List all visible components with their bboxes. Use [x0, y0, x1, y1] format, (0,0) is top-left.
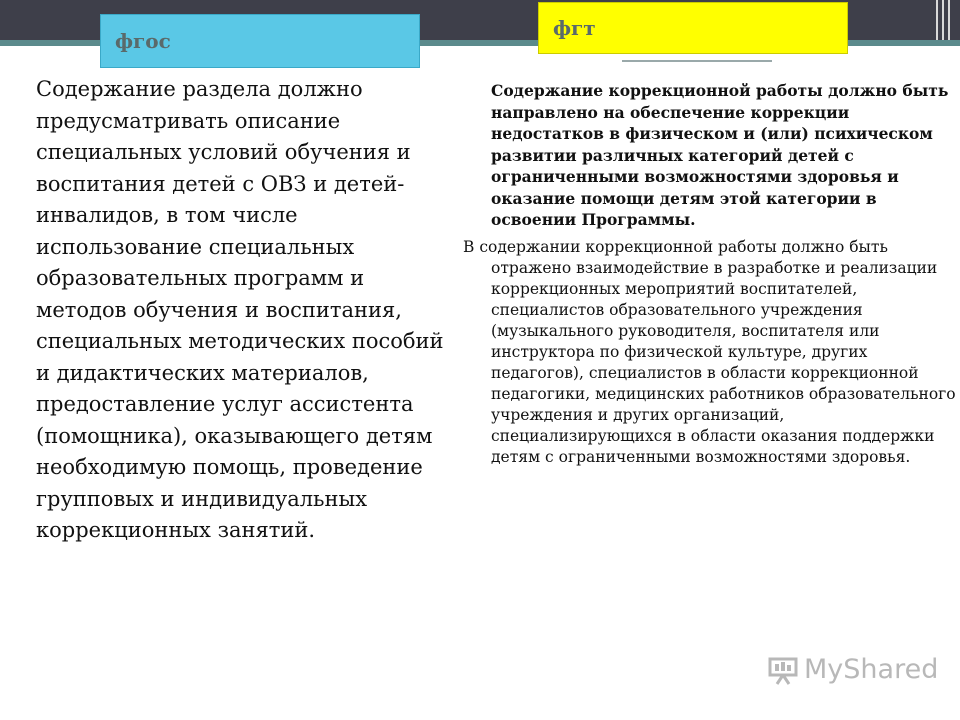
tab-fgos-label: фгос [115, 29, 171, 53]
top-bar-deco-line [942, 0, 944, 40]
tab-fgt [538, 2, 848, 54]
tab-fgt-label: фгт [553, 16, 596, 40]
accent-line [622, 60, 772, 62]
watermark [768, 654, 938, 685]
top-bar-deco-line [948, 0, 950, 40]
tab-fgos [100, 14, 420, 68]
watermark-text: MyShared [804, 654, 939, 685]
fgos-paragraph: Содержание раздела должно предусматривать описание специальных условий обучения и воспитания детей с ОВЗ и детей-инвалидов, в том числе использование специальных образовательных программ и методов обучения и воспитания, специальных методических пособий и дидактических материалов, предоставление услуг ассистента (помощника), оказывающего детям необходимую помощь, проведение групповых и индивидуальных коррекционных занятий. [36, 77, 444, 542]
presentation-board-icon [768, 655, 798, 685]
top-bar-deco-line [936, 0, 938, 40]
accent-line [848, 48, 888, 50]
fgos-content [36, 74, 456, 547]
fgt-normal-paragraph: В содержании коррекционной работы должно быть отражено взаимодействие в разработке и реализации коррекционных мероприятий воспитателей, специалистов образовательного учреждения (музыкального руководителя, воспитателя или инструктора по физической культуре, других педагогов), специалистов в области коррекционной педагогики, медицинских работников образовательного учреждения и других организаций, специализирующихся в области оказания поддержки детям с ограниченными возможностями здоровья. [463, 237, 956, 466]
fgt-content [463, 80, 958, 468]
fgt-bold-paragraph: Содержание коррекционной работы должно быть направлено на обеспечение коррекции недостатков в физическом и (или) психическом развитии различных категорий детей с ограниченными возможностями здоровья и оказание помощи детям этой категории в освоении Программы. [491, 81, 949, 229]
